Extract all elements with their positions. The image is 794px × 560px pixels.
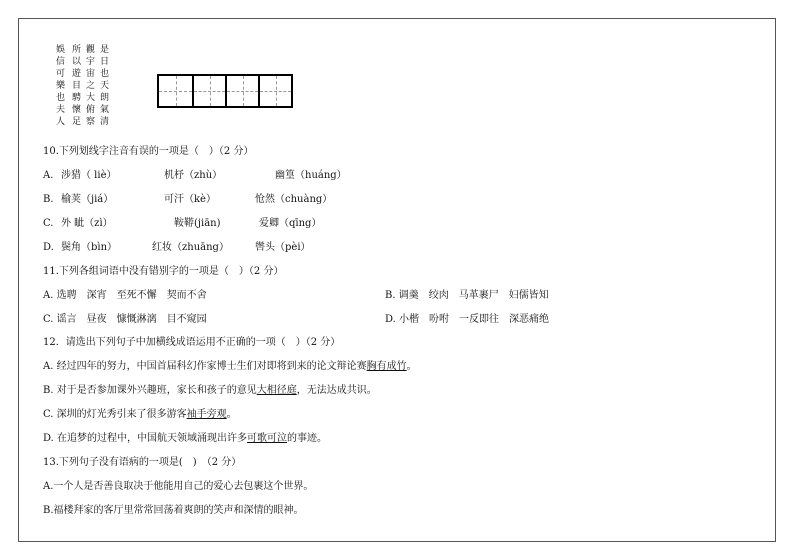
option-part: 可汗（kè） [164, 194, 216, 205]
option-part: 鬓角（bìn） [61, 242, 118, 253]
svg-text:娛: 娛 [56, 45, 66, 55]
option-part: 涉猎（ liè） [61, 170, 117, 181]
svg-text:目: 目 [72, 81, 82, 91]
option-text: A. 经过四年的努力，中国首届科幻作家博士生们对即将到来的论文辩论赛 [43, 361, 367, 372]
answer-box-1[interactable] [159, 76, 192, 106]
svg-text:人: 人 [56, 117, 66, 127]
q11-option-c: C. 谣言 昼夜 慷慨淋漓 目不窥园 [43, 314, 207, 325]
q11-option-d: D. 小楷 吩咐 一反即往 深恶痛绝 [385, 314, 550, 325]
svg-text:清: 清 [100, 117, 110, 127]
svg-text:是: 是 [100, 45, 110, 55]
q10-stem: 10.下列划线字注音有误的一项是（ ）（2 分） [43, 146, 254, 157]
answer-box-2[interactable] [192, 76, 225, 106]
svg-text:觀: 觀 [86, 45, 96, 55]
svg-text:所: 所 [72, 45, 82, 55]
calligraphy-image [50, 40, 110, 136]
option-text: ，无法达成共识。 [296, 385, 377, 396]
underlined-idiom: 胸有成竹 [366, 361, 407, 372]
q13-option-a: A.一个人是否善良取决于他能用自己的爱心去包裹这个世界。 [43, 481, 314, 492]
option-text: C. 深圳的灯光秀引来了很多游客 [43, 409, 187, 420]
underlined-idiom: 大相径庭 [256, 385, 297, 396]
svg-text:朗: 朗 [100, 93, 110, 103]
option-text: B. 对于是否参加课外兴趣班，家长和孩子的意见 [43, 385, 257, 396]
option-text: 。 [226, 409, 237, 420]
q12-option-a [43, 361, 417, 373]
svg-text:也: 也 [56, 93, 66, 103]
option-text: 。 [406, 361, 417, 372]
svg-text:也: 也 [100, 69, 110, 79]
underlined-idiom: 可歌可泣 [247, 433, 288, 444]
svg-text:以: 以 [72, 57, 82, 67]
answer-box-3[interactable] [225, 76, 258, 106]
option-label: D. [43, 242, 54, 253]
answer-box-4[interactable] [258, 76, 291, 106]
q11-option-b: B. 调羹 绞肉 马革裹尸 妇儒皆知 [385, 290, 549, 301]
svg-text:天: 天 [100, 81, 110, 91]
option-part: 榆荚（jiá） [61, 194, 114, 205]
svg-text:氣: 氣 [100, 105, 110, 115]
option-part: 外 眦（zì） [61, 218, 113, 229]
option-part: 红妆（zhuāng） [152, 242, 229, 253]
q10-option-c [43, 218, 322, 230]
q10-option-a [43, 170, 347, 182]
option-part: 机杼（zhù） [164, 170, 223, 181]
option-part: 爱卿（qīng） [259, 218, 322, 229]
q13-stem: 13.下列句子没有语病的一项是( ) （2 分） [43, 457, 242, 468]
svg-text:宇: 宇 [86, 57, 96, 67]
q11-option-a: A. 选聘 深宵 至死不懈 契而不舍 [43, 290, 207, 301]
svg-text:察: 察 [86, 117, 96, 127]
svg-text:之: 之 [86, 81, 96, 91]
q11-stem: 11.下列各组词语中没有错别字的一项是（ ）（2 分） [43, 266, 284, 277]
underlined-idiom: 袖手旁观 [186, 409, 227, 420]
q13-option-b: B.福楼拜家的客厅里常常回荡着爽朗的笑声和深情的眼神。 [43, 505, 304, 516]
svg-text:足: 足 [72, 117, 82, 127]
option-label: A. [43, 170, 54, 181]
option-part: 幽篁（huáng） [275, 170, 347, 181]
svg-text:懷: 懷 [72, 105, 82, 115]
svg-text:宙: 宙 [86, 69, 96, 79]
svg-text:遊: 遊 [72, 69, 82, 79]
option-label: C. [43, 218, 54, 229]
answer-grid[interactable] [157, 74, 293, 108]
svg-text:可: 可 [56, 69, 66, 79]
svg-text:大: 大 [86, 93, 96, 103]
q12-stem: 12．请选出下列句子中加横线成语运用不正确的一项（ ）（2 分） [43, 337, 341, 348]
svg-text:騁: 騁 [72, 93, 82, 103]
svg-text:日: 日 [100, 57, 110, 67]
q12-option-c [43, 409, 237, 421]
option-label: B. [43, 194, 54, 205]
q12-option-d [43, 433, 327, 445]
svg-text:俯: 俯 [86, 105, 96, 115]
svg-text:樂: 樂 [56, 81, 66, 91]
q10-option-b [43, 194, 333, 206]
svg-text:信: 信 [56, 57, 66, 67]
option-text: 的事迹。 [287, 433, 328, 444]
svg-text:夫: 夫 [56, 105, 66, 115]
option-part: 怆然（chuàng） [255, 194, 333, 205]
option-part: 鞍鞯(jiān) [174, 218, 221, 229]
q10-option-d [43, 242, 311, 254]
option-part: 辔头（pèi） [255, 242, 311, 253]
q12-option-b [43, 385, 377, 397]
option-text: D. 在追梦的过程中，中国航天领域涌现出许多 [43, 433, 248, 444]
